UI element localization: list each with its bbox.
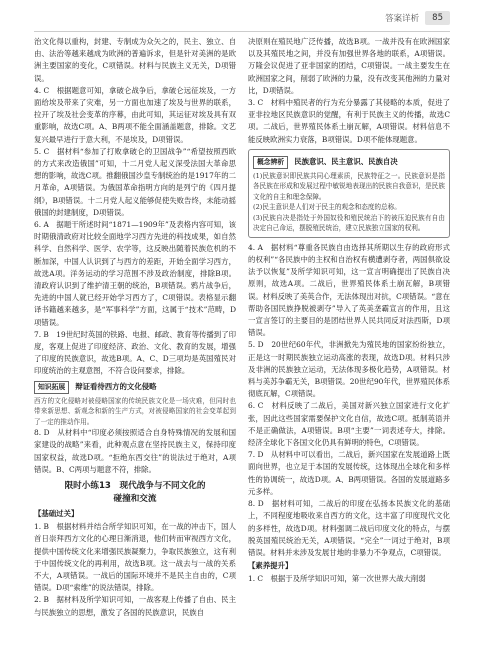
basic-level-heading: 【基础过关】 [34, 509, 79, 518]
concept-box [248, 149, 450, 238]
answer-q6: 6. A 据题干所述时间“1871—1909年”及表格内容可知，该时期俄清政府对比较全面地学习西方先进的科技成果，如自然科学、自然科学、医学、农学等，这反映出随着民族危机的不断加深，中国人认识到了与西方的差距，开始全面学习西方，故选A项。洋务运动的学习范围不涉及政治制度，排除B项。清政府认识到了维护清王朝的统治，B项错误。鸦片战争后，先进的中国人就已经开始学习西方了，C项错误。表格显示翻译书籍越来越多，是“军事科学”方面，这属于“技术”范畴，D项错误。 [34, 220, 236, 327]
answer-q4: 4. A 据材料“尊重各民族自由选择其所期以生存的政府形式的权利”“各民族中的主权和自治权有横遭剥夺者，两国俱欲设法予以恢复”及所学知识可知，这一宣言明确提出了民族自决原则，故选A项。二战后，世界殖民体系土崩瓦解，B项错误。材料反映了美英合作，无法体现出对抗，C项错误。“意在帮助各国民族挣脱被剥夺”导入了英美垄霸宣言的作用，且这一宣言签订的主要目的是团结世界人民共同反对法西斯，D项错误。 [248, 242, 450, 338]
answer-q4: 4. C 根据题意可知，拿破仑战争后，拿破仑远征埃及，一方面给埃及带来了灾难，另一方面也加速了埃及与世界的联系，拉开了埃及社会变革的序幕，由此可知，其运征对埃及具有双重影响，故选C项。A、B两项不能全面涵盖题意，排除。文艺复兴最早进行于意大利，不是埃及，D项错误。 [34, 85, 236, 144]
concept-title: 民族意识、民主意识、民族自决 [294, 157, 398, 167]
answer-q8: 8. D 从材料中“印度必须按照适合自身特殊情况的发展和国家建设的战略”来看，此种观点意在坚持民族主义，保持印度国家权益，故选D项。“拒绝东西交往”的说法过于绝对，A项错误。B、C两项与题意不符，排除。 [34, 428, 236, 474]
concept-tag: 概念辨析 [253, 156, 288, 169]
page-header [385, 10, 450, 26]
page-number: 85 [425, 11, 450, 25]
concept-item-3: (3)民族自决是指处于外国奴役和殖民统治下的被压迫民族有自由决定自己命运，摆脱殖民统治，建立民族独立国家的权利。 [253, 213, 445, 233]
knowledge-extension-title: 辩证看待西方的文化侵略 [75, 382, 157, 392]
header-label: 答案详析 [385, 14, 420, 24]
answer-paragraph: 决原则在殖民地广泛传播，故选B项。一战并没有在欧洲国家以及其殖民地之间，并没有加强世界各地的联系，A项错误。万隆会议促进了亚非国家的团结，C项错误。一战主要发生在欧洲国家之间，削弱了欧洲的力量，没有改变其他洲的力量对比，D项错误。 [248, 37, 450, 95]
section-title [34, 480, 236, 506]
answer-q3: 3. C 材料中殖民者的行为充分暴露了其侵略的本质，促进了亚非拉地区民族意识的觉醒，有利于民族主义的传播，故选C项。二战后，世界殖民体系土崩瓦解，A项错误。材料信息不能反映欧洲实力衰落，B项错误。D项不能体现题意。 [248, 98, 450, 144]
advanced-level-heading: 【素养提升】 [248, 561, 293, 571]
knowledge-extension-header [34, 381, 236, 394]
advanced-answer-1: 1. C 根据于及所学知识可知，第一次世界大战大削弱 [248, 574, 426, 584]
answer-q5: 5. C 据材料“参加了打败拿破仑的卫国战争”“希望按照西欧的方式来改造俄国”可知，十二月党人起义深受法国大革命思想的影响，故选C项。推翻俄国沙皇专制统治的是1917年的二月革命，A项错误。为俄国革命指明方向的是列宁的《四月提纲》，B项错误。十二月党人起义能够促使失败告终，未能动摇俄国的封建制度，D项错误。 [34, 146, 236, 217]
right-column [248, 36, 450, 648]
answer-q5: 5. D 20世纪60年代，非洲掀先为殖民地的国家纷纷独立，正是这一时期民族独立运动高涨的表现，故选D项。材料只涉及非洲的民族独立运动，无法体现多极化趋势，A项错误。材料与美苏争霸无关，B项错误。20世纪90年代，世界殖民体系彻底瓦解，C项错误。 [248, 340, 450, 399]
left-column [34, 36, 236, 648]
basic-answer-1: 1. B 根据材料并结合所学知识可知，在一战的冲击下，国人首日崇拜西方文化的心理日渐消退，他们转而审视西方文化，提供中国传统文化来增强民族凝聚力，争取民族独立，这有利于中国传统文化的再利用，故选B项。这一战去与一战的关系不大，A项错误。一战后的国际环境并不是民主自由的，C项错误。D项“索维”的说法错误，排除。 [34, 522, 236, 593]
answer-paragraph: 治文化得以重构，封建、专制成为众矢之的，民主、独立、自由、法治等越来越成为欧洲的普遍诉求，但是针对美洲的是欧洲主要国家的变化，C项错误。材料与民族主义无关，D项错误。 [34, 37, 236, 83]
section-title-line2: 碰撞和交流 [113, 494, 157, 504]
concept-item-2: (2)民主意识是人们对于民主的观念和态度的总称。 [253, 203, 401, 212]
header-divider [34, 31, 450, 32]
knowledge-extension-tag: 知识拓展 [34, 381, 69, 394]
knowledge-extension-text: 西方的文化侵略对被侵略国家的传统民族文化是一场灾难，但同时也带来新思想、新观念和新的生产方式，对被侵略国家的社会变革起到了一定的推动作用。 [34, 396, 236, 426]
answer-q7: 7. B 19世纪时英国的铁路、电报、邮政、教育等传播到了印度，客观上促进了印度经济、政治、文化、教育的发展，增强了印度的民族意识，故选B项。A、C、D三项均是英国殖民对印度统治的主观意图，不符合设问要求，排除。 [34, 329, 236, 376]
section-title-line1: 限时小练13 现代战争与不同文化的 [64, 481, 206, 491]
answer-q7: 7. D 从材料中可以看出，二战后，新兴国家在发展道路上既面向世界，也立足于本国的发展传统，这体现出全球化和多样性的协调统一，故选D项。A、B两项错误。各国的发展道路多元多样。 [248, 450, 450, 496]
concept-item-1: (1)民族意识即民族共同心理素质，民族特征之一。民族意识是指各民族在形成和发展过程中敏锐地表现出的民族自我意识，是民族文化的自主和理念保障。 [253, 171, 445, 201]
answer-columns [34, 36, 450, 648]
answer-q6: 6. C 材料反映了二战后，美国对新兴独立国家进行文化扩张，因此这些国家需要保护文化自信，故选C项。抵制英语并不是正确做法，A项错误。B项“主要”一词表述夸大，排除。经济全球化下各国文化仍具有鲜明的特色，C项错误。 [248, 401, 450, 448]
basic-answer-2: 2. B 据材料及所学知识可知，一战客观上传播了自由、民主与民族独立的思想，激发了各国的民族意识，民族自 [34, 595, 236, 617]
answer-q8: 8. D 据材料可知，二战后的印度在弘扬本民族文化的基础上，不同程度地吸收来自西方的文化，这丰富了印度现代文化的多样性，故选D项。材料强调二战后印度文化的特点，与摆脱英国殖民统治无关，A项错误。“完全”一词过于绝对，B项错误。材料并未涉及发展甘地的非暴力不争观点，C项错误。 [248, 499, 450, 557]
concept-header [253, 156, 445, 169]
